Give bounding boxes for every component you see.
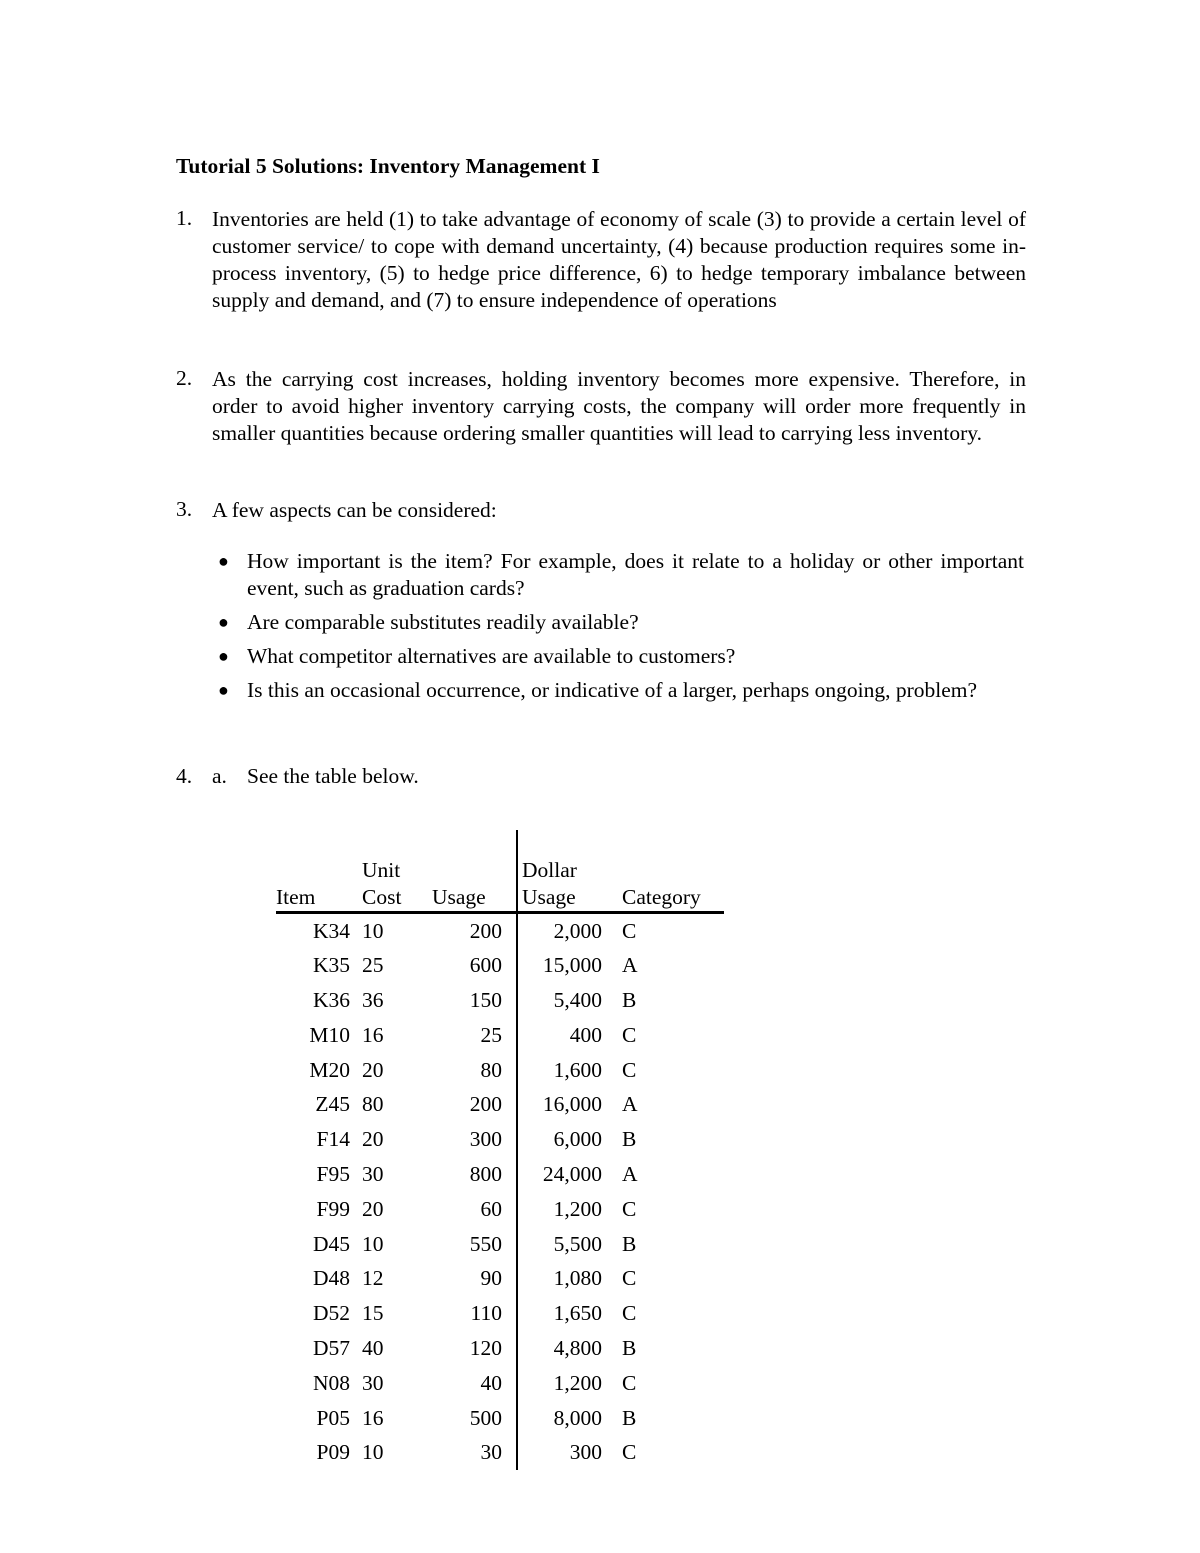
table-row [276,1366,724,1401]
table-row [276,1053,724,1088]
table-body [276,912,724,1470]
cell-item: K34 [312,918,350,943]
table-row [276,1331,724,1366]
question-number: 2. [176,366,193,390]
cell-unit-cost: 10 [362,1231,384,1256]
cell-dollar-usage: 5,400 [517,983,608,1018]
cell-unit-cost: 80 [362,1092,384,1117]
cell-dollar-usage: 4,800 [517,1331,608,1366]
cell-dollar-usage: 1,600 [517,1053,608,1088]
cell-item: F99 [316,1196,350,1221]
cell-category: C [622,1301,637,1326]
list-item-text: How important is the item? For example, does it relate to a holiday or other important event, such as graduation cards? [247,549,1024,600]
cell-usage: 30 [480,1440,502,1465]
sub-question-label: a. [212,764,227,788]
cell-unit-cost: 36 [362,988,384,1013]
question-text: Inventories are held (1) to take advantage of economy of scale (3) to provide a certain level of customer service/ to cope with demand uncertainty, (4) because production requires some in-process inventory, (5) to hedge price difference, 6) to hedge temporary imbalance between supply and demand, and (7) to ensure independence of operations [212,207,1026,312]
page-title: Tutorial 5 Solutions: Inventory Management I [176,154,600,178]
cell-item: N08 [312,1370,350,1395]
cell-category: A [622,953,638,978]
cell-unit-cost: 20 [362,1057,384,1082]
cell-usage: 90 [480,1266,502,1291]
cell-unit-cost: 15 [362,1301,384,1326]
table-row [276,912,724,948]
cell-category: B [622,1231,637,1256]
cell-usage: 150 [469,988,502,1013]
cell-unit-cost: 30 [362,1370,384,1395]
cell-category: C [622,1266,637,1291]
cell-item: M10 [309,1022,350,1047]
cell-category: C [622,1370,637,1395]
table-row [276,1261,724,1296]
cell-unit-cost: 25 [362,953,384,978]
cell-usage: 40 [480,1370,502,1395]
bullet-icon: ● [218,551,229,571]
cell-item: F14 [316,1127,350,1152]
cell-dollar-usage: 2,000 [517,912,608,948]
list-item-text: What competitor alternatives are available to customers? [247,644,736,668]
cell-dollar-usage: 5,500 [517,1227,608,1262]
cell-unit-cost: 16 [362,1405,384,1430]
cell-usage: 500 [469,1405,502,1430]
header-dollar-usage: Dollar Usage [517,830,608,912]
cell-item: P05 [316,1405,350,1430]
cell-dollar-usage: 15,000 [517,948,608,983]
cell-item: M20 [309,1057,350,1082]
table-row [276,1435,724,1470]
cell-unit-cost: 40 [362,1336,384,1361]
cell-category: B [622,1405,637,1430]
cell-usage: 200 [469,1092,502,1117]
header-item: Item [276,830,356,912]
cell-usage: 300 [469,1127,502,1152]
bullet-icon: ● [218,680,229,700]
cell-category: C [622,1022,637,1047]
cell-unit-cost: 16 [362,1022,384,1047]
cell-dollar-usage: 8,000 [517,1401,608,1436]
question-text: A few aspects can be considered: [212,498,497,522]
cell-item: D52 [312,1301,350,1326]
list-item [212,609,1024,636]
cell-category: C [622,918,637,943]
cell-item: P09 [316,1440,350,1465]
cell-item: D48 [312,1266,350,1291]
cell-usage: 200 [469,918,502,943]
cell-item: Z45 [315,1092,350,1117]
cell-unit-cost: 12 [362,1266,384,1291]
sub-question-text: See the table below. [247,764,419,788]
table-row [276,983,724,1018]
cell-category: A [622,1162,638,1187]
cell-unit-cost: 20 [362,1127,384,1152]
question-text: As the carrying cost increases, holding inventory becomes more expensive. Therefore, in order to avoid higher inventory carrying costs, the company will order more frequently in smaller quantities because ordering smaller quantities will lead to carrying less inventory. [212,367,1026,445]
cell-dollar-usage: 400 [517,1018,608,1053]
abc-analysis-table [276,830,724,1470]
cell-usage: 550 [469,1231,502,1256]
cell-usage: 600 [469,953,502,978]
cell-category: B [622,988,637,1013]
table-row [276,1296,724,1331]
table-row [276,1157,724,1192]
cell-item: K35 [312,953,350,978]
cell-item: D57 [312,1336,350,1361]
cell-dollar-usage: 1,650 [517,1296,608,1331]
table-row [276,948,724,983]
cell-unit-cost: 20 [362,1196,384,1221]
cell-category: C [622,1440,637,1465]
cell-item: F95 [316,1162,350,1187]
list-item [212,677,1024,704]
cell-usage: 80 [480,1057,502,1082]
table-row [276,1122,724,1157]
cell-unit-cost: 10 [362,918,384,943]
cell-usage: 110 [470,1301,502,1326]
table-row [276,1087,724,1122]
list-item [212,548,1024,602]
question-number: 3. [176,497,193,521]
cell-unit-cost: 30 [362,1162,384,1187]
cell-usage: 60 [480,1196,502,1221]
cell-category: B [622,1336,637,1361]
cell-dollar-usage: 6,000 [517,1122,608,1157]
cell-category: C [622,1057,637,1082]
table-row [276,1227,724,1262]
table-row [276,1018,724,1053]
list-item-text: Is this an occasional occurrence, or indicative of a larger, perhaps ongoing, problem? [247,678,978,702]
bullet-icon: ● [218,646,229,666]
bullet-icon: ● [218,612,229,632]
cell-item: K36 [312,988,350,1013]
header-unit-cost: Unit Cost [356,830,432,912]
cell-usage: 120 [469,1336,502,1361]
header-category: Category [608,830,724,912]
cell-dollar-usage: 1,200 [517,1192,608,1227]
question-3 [176,497,1026,524]
table-header-row [276,830,724,912]
cell-dollar-usage: 16,000 [517,1087,608,1122]
question-number: 1. [176,206,193,230]
list-item [212,643,1024,670]
cell-usage: 25 [480,1022,502,1047]
cell-usage: 800 [469,1162,502,1187]
cell-dollar-usage: 24,000 [517,1157,608,1192]
cell-category: B [622,1127,637,1152]
header-usage: Usage [432,830,517,912]
cell-unit-cost: 10 [362,1440,384,1465]
question-number: 4. [176,764,193,788]
cell-category: C [622,1196,637,1221]
cell-category: A [622,1092,638,1117]
cell-dollar-usage: 1,080 [517,1261,608,1296]
list-item-text: Are comparable substitutes readily available? [247,610,639,634]
cell-item: D45 [312,1231,350,1256]
question-2 [176,366,1026,447]
bullet-list [212,548,1024,711]
cell-dollar-usage: 300 [517,1435,608,1470]
cell-dollar-usage: 1,200 [517,1366,608,1401]
question-1 [176,206,1026,314]
table-row [276,1192,724,1227]
table-row [276,1401,724,1436]
